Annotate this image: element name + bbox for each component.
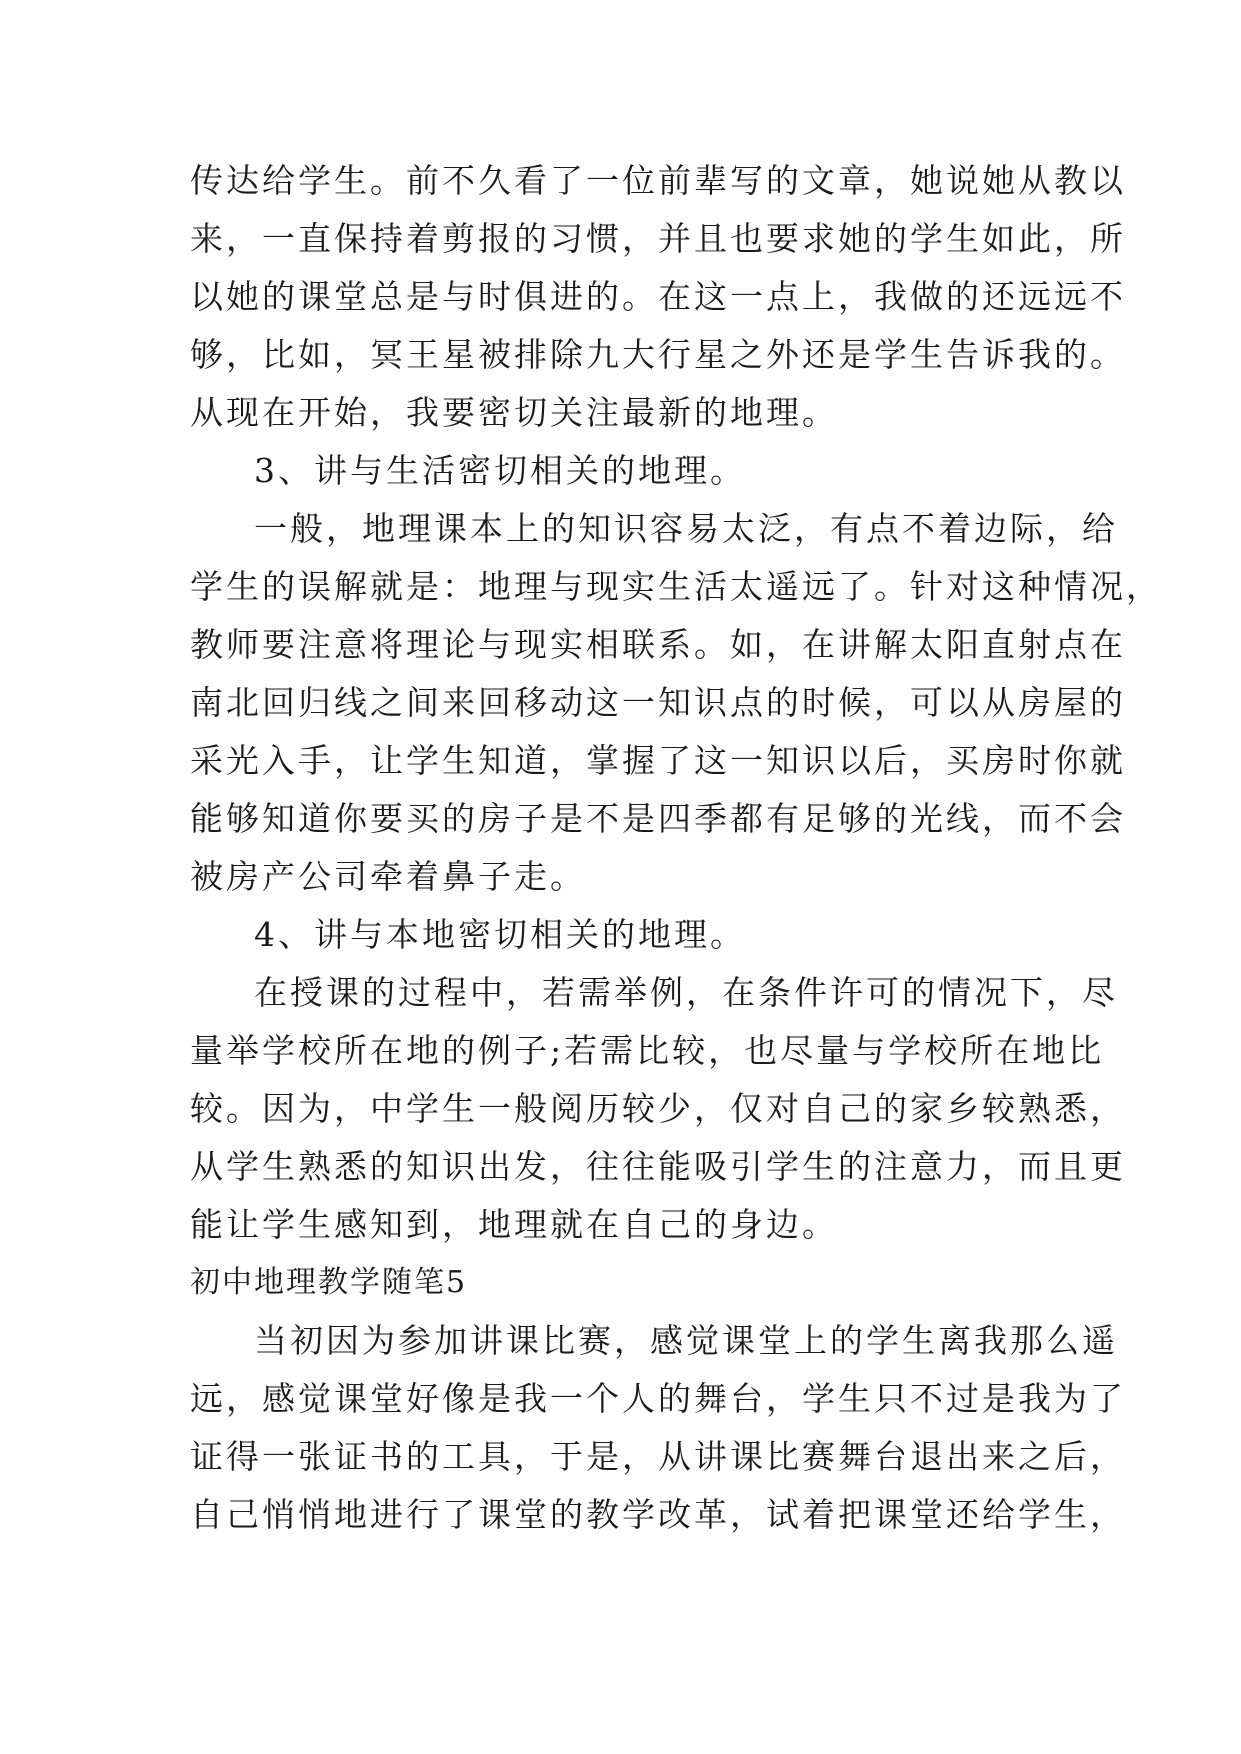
paragraph-line: 3、讲与生活密切相关的地理。: [254, 451, 746, 490]
paragraph-line: 量举学校所在地的例子;若需比较，也尽量与学校所在地比: [190, 1031, 1105, 1070]
paragraph-line: 传达给学生。前不久看了一位前辈写的文章，她说她从教以: [190, 161, 1126, 200]
paragraph-line: 证得一张证书的工具，于是，从讲课比赛舞台退出来之后，: [190, 1437, 1126, 1476]
paragraph-line: 采光入手，让学生知道，掌握了这一知识以后，买房时你就: [190, 741, 1126, 780]
paragraph-line: 从学生熟悉的知识出发，往往能吸引学生的注意力，而且更: [190, 1147, 1126, 1186]
paragraph-line: 4、讲与本地密切相关的地理。: [254, 915, 746, 954]
paragraph-line: 在授课的过程中，若需举例，在条件许可的情况下，尽: [254, 973, 1118, 1012]
paragraph-line: 从现在开始，我要密切关注最新的地理。: [190, 393, 838, 432]
paragraph-line: 学生的误解就是：地理与现实生活太遥远了。针对这种情况，: [190, 567, 1162, 606]
paragraph-line: 较。因为，中学生一般阅历较少，仅对自己的家乡较熟悉，: [190, 1089, 1126, 1128]
paragraph-line: 能让学生感知到，地理就在自己的身边。: [190, 1205, 838, 1244]
paragraph-line: 能够知道你要买的房子是不是四季都有足够的光线，而不会: [190, 799, 1126, 838]
paragraph-line: 一般，地理课本上的知识容易太泛，有点不着边际，给: [254, 509, 1118, 548]
paragraph-line: 自己悄悄地进行了课堂的教学改革，试着把课堂还给学生，: [190, 1495, 1126, 1534]
paragraph-line: 以她的课堂总是与时俱进的。在这一点上，我做的还远远不: [190, 277, 1126, 316]
paragraph-line: 南北回归线之间来回移动这一知识点的时候，可以从房屋的: [190, 683, 1126, 722]
paragraph-line: 当初因为参加讲课比赛，感觉课堂上的学生离我那么遥: [254, 1321, 1118, 1360]
section-heading: 初中地理教学随笔5: [190, 1265, 468, 1300]
document-body: [190, 152, 1162, 1544]
paragraph-line: 够，比如，冥王星被排除九大行星之外还是学生告诉我的。: [190, 335, 1126, 374]
paragraph-line: 来，一直保持着剪报的习惯，并且也要求她的学生如此，所: [190, 219, 1126, 258]
paragraph-line: 被房产公司牵着鼻子走。: [190, 857, 586, 896]
paragraph-line: 教师要注意将理论与现实相联系。如，在讲解太阳直射点在: [190, 625, 1126, 664]
paragraph-line: 远，感觉课堂好像是我一个人的舞台，学生只不过是我为了: [190, 1379, 1126, 1418]
